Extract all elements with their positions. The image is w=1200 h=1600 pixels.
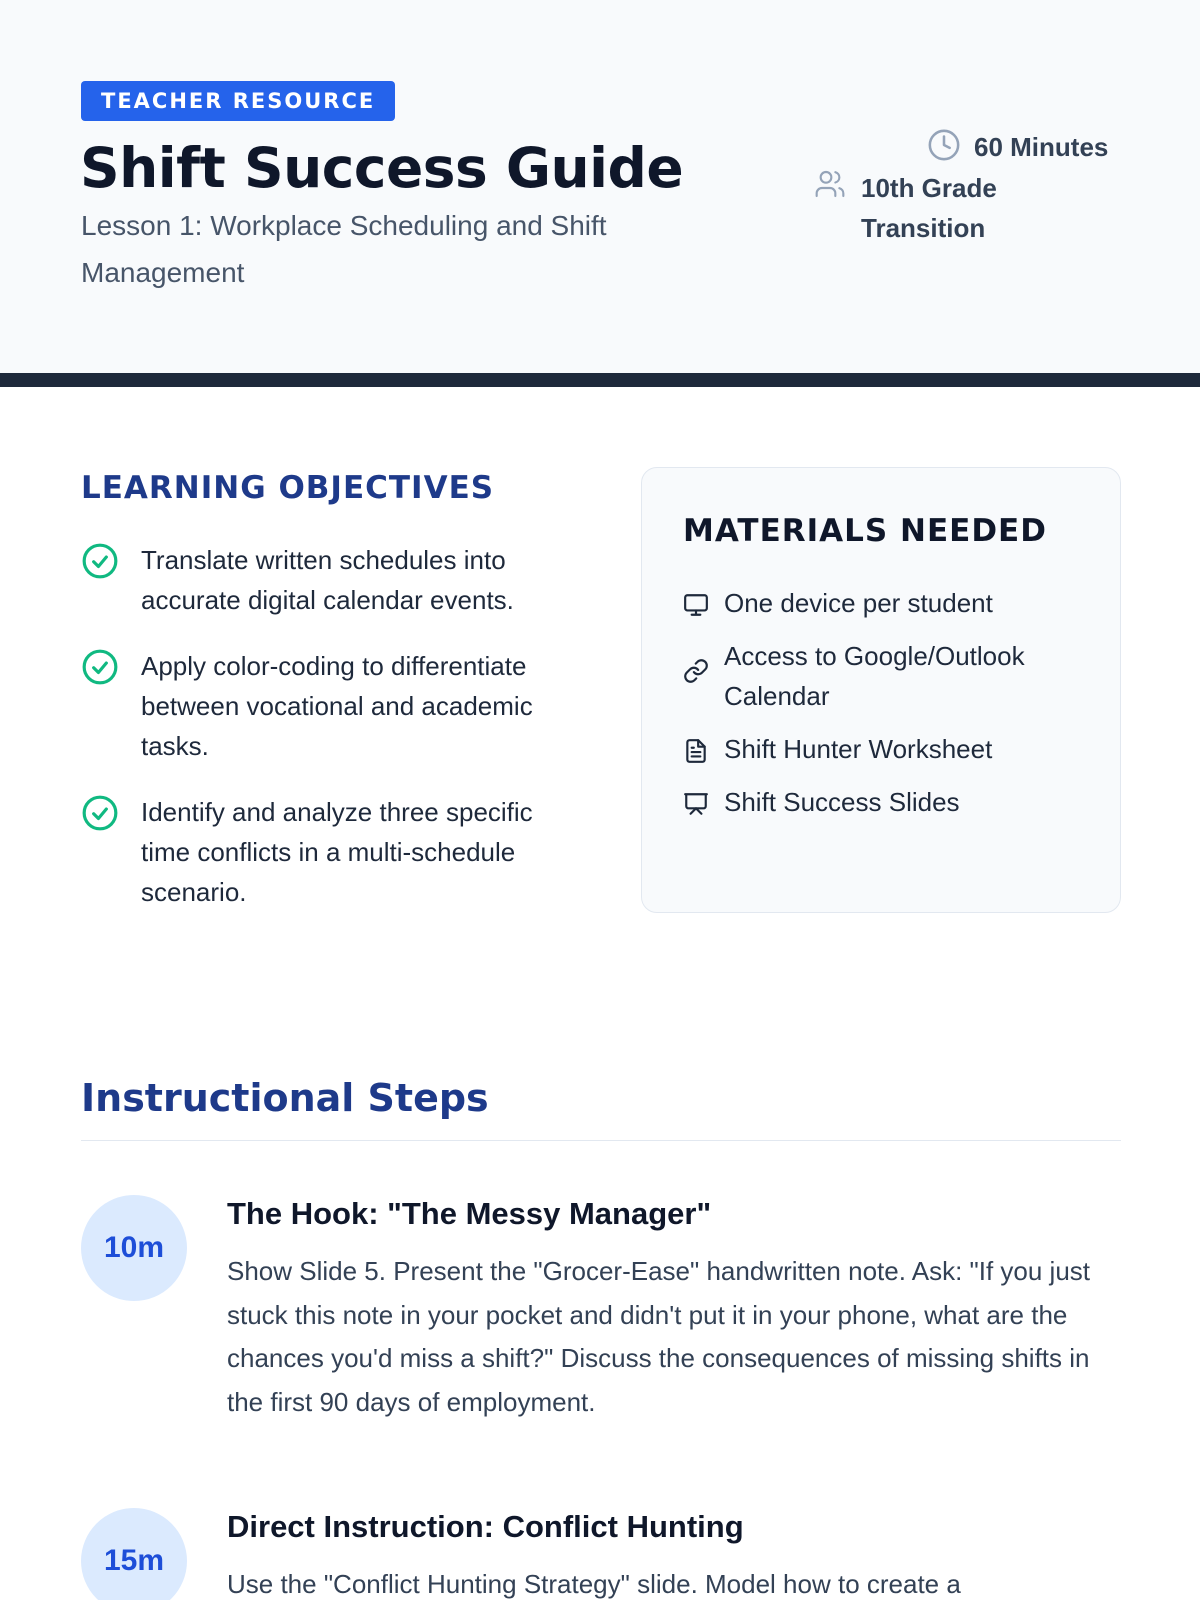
material-label: One device per student xyxy=(724,588,993,618)
check-circle-icon xyxy=(81,648,119,686)
step-description: Use the "Conflict Hunting Strategy" slide. Model how to create a xyxy=(227,1569,961,1599)
materials-card xyxy=(641,467,1121,913)
list-item xyxy=(683,782,1103,822)
material-label: Shift Success Slides xyxy=(724,787,960,817)
step-title: Direct Instruction: Conflict Hunting xyxy=(227,1509,744,1544)
link-icon xyxy=(683,658,709,684)
document-icon xyxy=(683,738,709,764)
material-label: Access to Google/Outlook Calendar xyxy=(724,641,1025,711)
header xyxy=(0,0,1200,373)
steps-heading: Instructional Steps xyxy=(81,1076,489,1120)
list-item xyxy=(81,646,571,766)
materials-list xyxy=(683,583,1103,835)
list-item xyxy=(683,636,1103,716)
monitor-icon xyxy=(683,592,709,618)
check-circle-icon xyxy=(81,542,119,580)
presentation-icon xyxy=(683,791,709,817)
step-description: Show Slide 5. Present the "Grocer-Ease" handwritten note. Ask: "If you just stuck this note in your pocket and didn't put it in your phone, what are the chances you'd miss a shift?" Discuss the consequences of missing shifts in the first 90 days of employment. xyxy=(227,1256,1091,1417)
step-body xyxy=(227,1195,1121,1424)
step-duration-badge: 10m xyxy=(81,1195,187,1301)
step-body xyxy=(227,1508,1121,1600)
steps-divider xyxy=(81,1140,1121,1141)
grade-label: 10th Grade Transition xyxy=(861,173,997,243)
list-item xyxy=(683,729,1103,769)
objective-text: Apply color-coding to differentiate between vocational and academic tasks. xyxy=(141,651,533,761)
material-label: Shift Hunter Worksheet xyxy=(724,734,993,764)
header-divider-bar xyxy=(0,373,1200,387)
users-icon xyxy=(814,168,846,200)
objectives-list xyxy=(81,540,571,938)
objective-text: Identify and analyze three specific time conflicts in a multi-schedule scenario. xyxy=(141,797,533,907)
objectives-heading: LEARNING OBJECTIVES xyxy=(81,470,495,506)
step-duration-badge: 15m xyxy=(81,1508,187,1600)
step-title: The Hook: "The Messy Manager" xyxy=(227,1196,712,1231)
check-circle-icon xyxy=(81,794,119,832)
duration-label: 60 Minutes xyxy=(974,132,1109,162)
list-item xyxy=(81,540,571,620)
clock-icon xyxy=(927,128,961,162)
lesson-subtitle: Lesson 1: Workplace Scheduling and Shift Management xyxy=(81,210,607,288)
materials-heading: MATERIALS NEEDED xyxy=(683,513,1047,549)
list-item xyxy=(683,583,1103,623)
resource-badge: TEACHER RESOURCE xyxy=(81,81,395,121)
list-item xyxy=(81,792,571,912)
page-title: Shift Success Guide xyxy=(80,136,684,200)
objective-text: Translate written schedules into accurate digital calendar events. xyxy=(141,545,514,615)
